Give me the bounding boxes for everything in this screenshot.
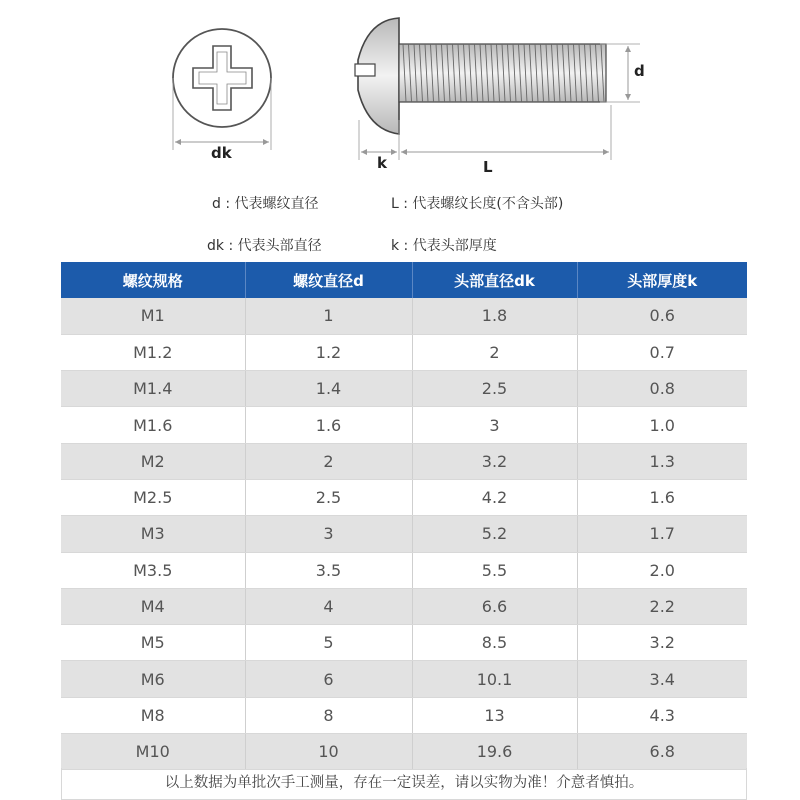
- table-cell: 2.0: [577, 552, 747, 588]
- table-cell: 2.2: [577, 588, 747, 624]
- table-cell: 0.6: [577, 298, 747, 334]
- table-cell: 13: [412, 697, 577, 733]
- table-row: [61, 407, 747, 443]
- legend-k: k : 代表头部厚度: [391, 238, 497, 254]
- table-cell: 1.7: [577, 516, 747, 552]
- table-cell: M1: [61, 298, 245, 334]
- table-cell: 4.3: [577, 697, 747, 733]
- table-cell: 8: [245, 697, 412, 733]
- table-cell: 5.2: [412, 516, 577, 552]
- table-cell: M10: [61, 734, 245, 770]
- table-cell: M4: [61, 588, 245, 624]
- table-cell: M6: [61, 661, 245, 697]
- header-thread-spec: 螺纹规格: [61, 262, 245, 298]
- table-cell: 1: [245, 298, 412, 334]
- table-cell: 3: [245, 516, 412, 552]
- d-dimension-label: d: [634, 62, 645, 80]
- table-cell: 1.0: [577, 407, 747, 443]
- table-cell: 1.2: [245, 334, 412, 370]
- legend-L: L : 代表螺纹长度(不含头部): [391, 196, 564, 212]
- table-cell: 3.5: [245, 552, 412, 588]
- table-cell: 3.4: [577, 661, 747, 697]
- table-row: [61, 625, 747, 661]
- table-cell: 2: [245, 443, 412, 479]
- table-cell: 10.1: [412, 661, 577, 697]
- table-cell: 1.4: [245, 371, 412, 407]
- table-row: [61, 552, 747, 588]
- table-cell: 5: [245, 625, 412, 661]
- table-cell: M8: [61, 697, 245, 733]
- table-cell: 19.6: [412, 734, 577, 770]
- legend-dk: dk : 代表头部直径: [207, 238, 322, 254]
- table-cell: 4: [245, 588, 412, 624]
- header-thread-diameter: 螺纹直径d: [245, 262, 412, 298]
- table-row: [61, 479, 747, 515]
- table-cell: 1.6: [577, 479, 747, 515]
- table-cell: 4.2: [412, 479, 577, 515]
- table-cell: 3.2: [577, 625, 747, 661]
- head-top-view: [173, 29, 271, 150]
- table-row: [61, 588, 747, 624]
- L-dimension-label: L: [483, 158, 493, 176]
- k-dimension-label: k: [377, 154, 387, 172]
- footnote: 以上数据为单批次手工测量，存在一定误差，请以实物为准！介意者慎拍。: [61, 768, 747, 800]
- table-row: [61, 516, 747, 552]
- table-cell: 2.5: [412, 371, 577, 407]
- table-row: [61, 697, 747, 733]
- screw-diagram: [0, 0, 800, 260]
- table-cell: 2: [412, 334, 577, 370]
- table-cell: M1.4: [61, 371, 245, 407]
- table-row: [61, 371, 747, 407]
- header-head-thickness: 头部厚度k: [577, 262, 747, 298]
- table-cell: 3.2: [412, 443, 577, 479]
- table-cell: M1.2: [61, 334, 245, 370]
- legend-d: d : 代表螺纹直径: [212, 196, 319, 212]
- table-cell: M3: [61, 516, 245, 552]
- table-cell: 10: [245, 734, 412, 770]
- table-cell: 2.5: [245, 479, 412, 515]
- table-cell: M1.6: [61, 407, 245, 443]
- table-cell: 0.8: [577, 371, 747, 407]
- table-cell: 6.6: [412, 588, 577, 624]
- screw-drawing: [0, 0, 800, 260]
- table-row: [61, 661, 747, 697]
- table-cell: 5.5: [412, 552, 577, 588]
- table-row: [61, 298, 747, 334]
- table-cell: 6.8: [577, 734, 747, 770]
- table-row: [61, 734, 747, 770]
- table-cell: 3: [412, 407, 577, 443]
- table-cell: 6: [245, 661, 412, 697]
- table-cell: 1.3: [577, 443, 747, 479]
- table-cell: M3.5: [61, 552, 245, 588]
- table-cell: 8.5: [412, 625, 577, 661]
- table-row: [61, 443, 747, 479]
- table-cell: M2: [61, 443, 245, 479]
- table-cell: 1.6: [245, 407, 412, 443]
- header-head-diameter: 头部直径dk: [412, 262, 577, 298]
- table-row: [61, 334, 747, 370]
- table-cell: M2.5: [61, 479, 245, 515]
- table-header-row: [61, 262, 747, 298]
- dk-dimension-label: dk: [211, 144, 232, 162]
- screw-side-view: [355, 18, 640, 160]
- table-cell: 0.7: [577, 334, 747, 370]
- table-cell: 1.8: [412, 298, 577, 334]
- spec-table: [61, 262, 747, 770]
- table-cell: M5: [61, 625, 245, 661]
